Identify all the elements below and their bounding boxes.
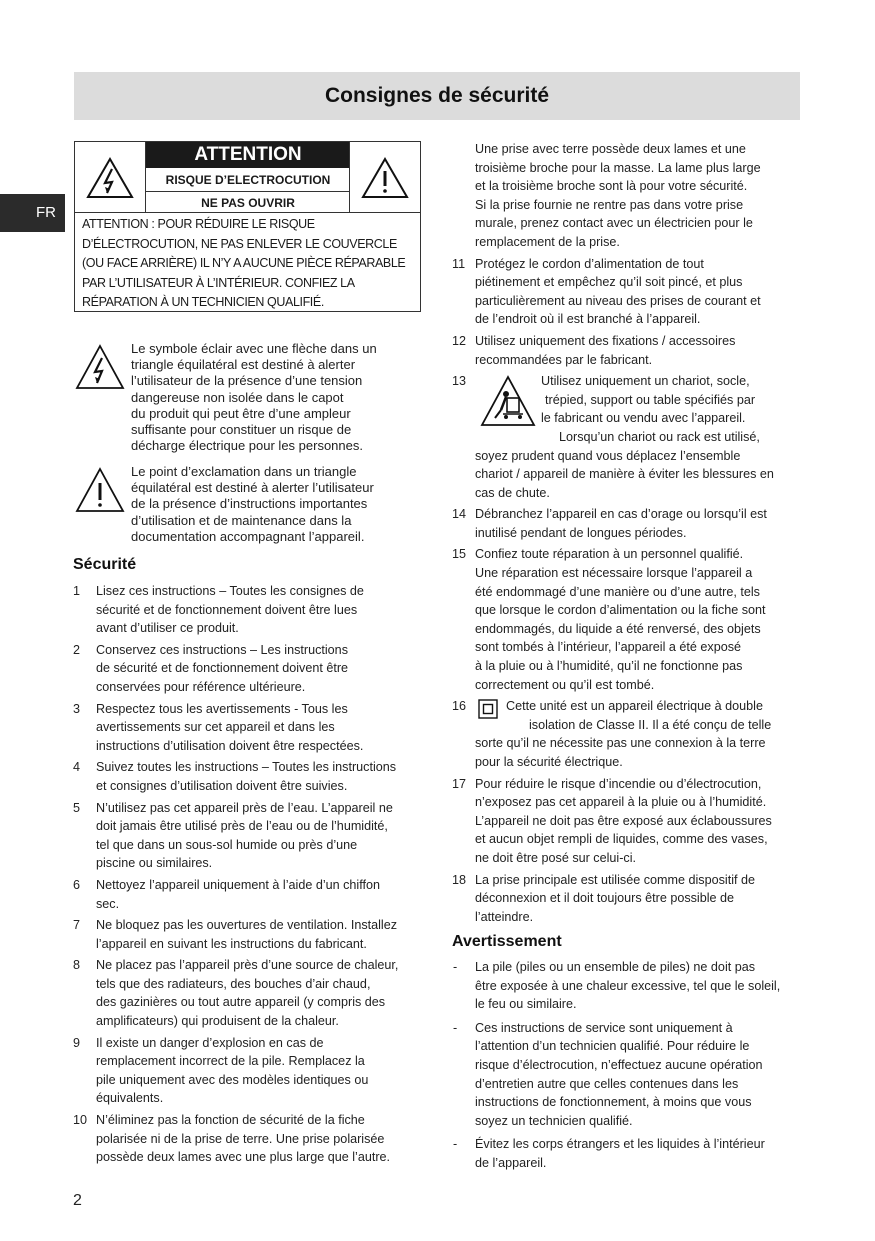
- item-number: 3: [73, 701, 81, 716]
- header-band: [74, 72, 800, 120]
- list-item-continued: [452, 140, 802, 252]
- text-line: La pile (piles ou un ensemble de piles) ne doit pas: [475, 960, 756, 974]
- item-number: 7: [73, 918, 81, 933]
- lightning-symbol-explanation: [74, 341, 421, 459]
- text-line: Lorsqu’un chariot ou rack est utilisé,: [559, 429, 760, 444]
- text-line: de l’appareil.: [475, 1155, 547, 1170]
- lightning-warning-icon: [75, 142, 146, 213]
- text-line: tels que des radiateurs, des bouches d’air chaud,: [96, 976, 371, 991]
- securite-list-left: [73, 582, 423, 1170]
- text-line: Confiez toute réparation à un personnel qualifié.: [475, 547, 744, 562]
- text-line: Utilisez uniquement un chariot, socle,: [541, 374, 750, 389]
- text-line: piétinement et empêchez qu’il soit pincé, et plus: [475, 275, 743, 290]
- item-number: 8: [73, 958, 81, 973]
- item-number: 4: [73, 760, 81, 775]
- list-item: [452, 1135, 802, 1172]
- text-line: l’attention d’un technicien qualifié. Pour réduire le: [475, 1039, 750, 1054]
- list-item: [73, 1034, 423, 1108]
- list-item: [73, 1111, 423, 1167]
- attention-text: [82, 215, 418, 313]
- item-number: 12: [452, 333, 467, 348]
- exclamation-symbol-explanation: [74, 464, 421, 550]
- list-item: [73, 799, 423, 873]
- text-line: piscine ou similaires.: [96, 856, 213, 871]
- text-line: Suivez toutes les instructions – Toutes les instructions: [96, 760, 397, 775]
- text-line: suffisante pour constituer un risque de: [131, 422, 352, 438]
- text-line: inutilisé pendant de longues périodes.: [475, 525, 687, 540]
- text-line: équivalents.: [96, 1091, 164, 1106]
- text-line: polarisée ni de la prise de terre. Une prise polarisée: [96, 1131, 385, 1146]
- text-line: être exposée à une chaleur excessive, tel que le soleil,: [475, 978, 781, 993]
- item-marker: -: [453, 1137, 458, 1152]
- list-item: [452, 332, 802, 369]
- text-line: et consignes d’utilisation doivent être suivies.: [96, 778, 348, 793]
- list-item: [73, 876, 423, 913]
- text-line: Débranchez l’appareil en cas d’orage ou lorsqu’il est: [475, 507, 767, 522]
- securite-heading: Sécurité: [73, 556, 137, 573]
- text-line: Cette unité est un appareil électrique à double: [506, 699, 763, 714]
- text-line: sécurité et de fonctionnement doivent être lues: [96, 602, 358, 617]
- double-insulation-icon: [478, 699, 498, 725]
- list-item: [73, 758, 423, 795]
- text-line: été endommagé d’une manière ou d’une autre, tels: [475, 584, 760, 599]
- text-line: instructions de fonctionnement, à moins que vous: [475, 1095, 752, 1110]
- text-line: Utilisez uniquement des fixations / accessoires: [475, 333, 736, 348]
- attention-line: PAR L’UTILISATEUR À L’INTÉRIEUR. CONFIEZ LA: [82, 275, 355, 290]
- text-line: et aucun objet rempli de liquides, comme des vases,: [475, 832, 768, 847]
- text-line: cas de chute.: [475, 485, 550, 500]
- page-title: Consignes de sécurité: [324, 84, 550, 107]
- avertissement-heading: Avertissement: [452, 933, 562, 950]
- item-number: 15: [452, 547, 467, 562]
- page-number: 2: [73, 1192, 82, 1209]
- text-line: remplacement de la prise.: [475, 234, 620, 249]
- item-number: 5: [73, 800, 81, 815]
- language-tab: FR: [0, 194, 65, 232]
- text-line: Une réparation est nécessaire lorsque l’appareil a: [475, 566, 753, 581]
- text-line: dangereuse non isolée dans le capot: [131, 389, 344, 405]
- text-line: des gazinières ou tout autre appareil (y compris des: [96, 995, 386, 1010]
- text-line: à la pluie ou à l’humidité, qu’il ne fonctionne pas: [475, 659, 743, 674]
- text-line: que lorsque le cordon d’alimentation ou la fiche sont: [475, 603, 766, 618]
- text-line: Si la prise fournie ne rentre pas dans votre prise: [475, 197, 744, 212]
- text-line: N’éliminez pas la fonction de sécurité de la fiche: [96, 1113, 365, 1128]
- text-line: Le symbole éclair avec une flèche dans un: [131, 341, 377, 356]
- item-number: 6: [73, 877, 81, 892]
- text-line: Ces instructions de service sont uniquement à: [475, 1020, 733, 1035]
- text-line: La prise principale est utilisée comme dispositif de: [475, 872, 755, 887]
- text-line: l’atteindre.: [475, 909, 534, 924]
- text-line: et la troisième broche sont là pour votre sécurité.: [475, 179, 748, 194]
- text-line: troisième broche pour la masse. La lame plus large: [475, 160, 761, 175]
- text-line: l’appareil en suivant les instructions du fabricant.: [96, 936, 367, 951]
- item-marker: -: [453, 960, 458, 974]
- list-item: [73, 916, 423, 953]
- attention-label-cell: [146, 142, 350, 213]
- text-line: Il existe un danger d’explosion en cas de: [96, 1035, 324, 1050]
- exclamation-explanation-text: [131, 464, 421, 545]
- text-line: Ne bloquez pas les ouvertures de ventilation. Installez: [96, 918, 398, 933]
- item-marker: -: [453, 1020, 458, 1035]
- attention-header: [75, 142, 420, 213]
- item-number: 11: [452, 256, 466, 271]
- list-item: [73, 641, 423, 697]
- item-number: 2: [73, 642, 81, 657]
- text-line: pile uniquement avec des modèles identiques ou: [96, 1072, 369, 1087]
- text-line: endommagés, du liquide a été renversé, des objets: [475, 621, 761, 636]
- list-item: [452, 958, 802, 1014]
- item-number: 18: [452, 872, 467, 887]
- list-item: [73, 582, 423, 638]
- text-line: correctement ou qu’il est tombé.: [475, 677, 655, 692]
- text-line: Pour réduire le risque d’incendie ou d’électrocution,: [475, 776, 762, 791]
- text-line: d’utilisation et de maintenance dans la: [131, 512, 352, 528]
- text-line: sorte qu’il ne nécessite pas une connexion à la terre: [475, 736, 766, 751]
- exclamation-warning-icon: [349, 142, 420, 213]
- attention-line: D’ÉLECTROCUTION, NE PAS ENLEVER LE COUVERCLE: [82, 236, 397, 251]
- cart-warning-icon: [479, 374, 537, 434]
- text-line: Respectez tous les avertissements - Tous les: [96, 701, 348, 716]
- text-line: ne doit être posé sur celui-ci.: [475, 850, 637, 865]
- item-number: 14: [452, 507, 467, 522]
- text-line: de sécurité et de fonctionnement doivent être: [96, 661, 349, 676]
- list-item: [452, 871, 802, 927]
- text-line: trépied, support ou table spécifiés par: [545, 392, 756, 407]
- list-item: [73, 956, 423, 1030]
- text-line: recommandées par le fabricant.: [475, 352, 653, 367]
- attention-box: [74, 141, 421, 312]
- item-number: 10: [73, 1113, 88, 1128]
- securite-list-right: [452, 140, 802, 929]
- text-line: le feu ou similaire.: [475, 997, 577, 1012]
- item-number: 13: [452, 374, 467, 389]
- text-line: du produit qui peut être d’une ampleur: [131, 405, 351, 421]
- attention-line: (OU FACE ARRIÈRE) IL N’Y A AUCUNE PIÈCE RÉPARABLE: [82, 256, 406, 270]
- list-item: [452, 1019, 802, 1131]
- attention-line: RÉPARATION À UN TECHNICIEN QUALIFIÉ.: [82, 295, 324, 309]
- text-line: Protégez le cordon d’alimentation de tout: [475, 256, 704, 271]
- text-line: de l’endroit où il est branché à l’appareil.: [475, 312, 701, 327]
- exclamation-triangle-icon: [74, 466, 126, 519]
- attention-do-not-open: NE PAS OUVRIR: [201, 196, 295, 210]
- lightning-explanation-text: [131, 341, 421, 454]
- text-line: amplificateurs) qui produisent de la chaleur.: [96, 1014, 339, 1029]
- text-line: chariot / appareil de manière à éviter les blessures en: [475, 467, 774, 482]
- text-line: soyez un technicien qualifié.: [475, 1113, 633, 1128]
- list-item: [452, 697, 802, 771]
- text-line: sont tombés à l’intérieur, l’appareil a été exposé: [475, 640, 742, 655]
- list-item: [452, 255, 802, 329]
- list-item: [452, 505, 802, 542]
- text-line: risque d’électrocution, n’effectuez aucune opération: [475, 1057, 763, 1072]
- list-item: [452, 545, 802, 694]
- attention-risk: RISQUE D’ELECTROCUTION: [146, 168, 350, 192]
- text-line: triangle équilatéral est destiné à alerter: [131, 357, 356, 373]
- text-line: isolation de Classe II. Il a été conçu de telle: [529, 717, 772, 732]
- text-line: déconnexion et il doit toujours être possible de: [475, 891, 735, 906]
- text-line: n’exposez pas cet appareil à la pluie ou à l’humidité.: [475, 795, 767, 810]
- attention-heading: ATTENTION: [146, 142, 350, 168]
- text-line: N’utilisez pas cet appareil près de l’eau. L’appareil ne: [96, 800, 393, 815]
- item-number: 9: [73, 1035, 81, 1050]
- list-item: [452, 372, 802, 502]
- text-line: L’appareil ne doit pas être exposé aux éclaboussures: [475, 813, 772, 828]
- text-line: Évitez les corps étrangers et les liquides à l’intérieur: [475, 1137, 765, 1152]
- text-line: conservées pour référence ultérieure.: [96, 679, 306, 694]
- text-line: Ne placez pas l’appareil près d’une source de chaleur,: [96, 958, 399, 973]
- text-line: possède deux lames avec une plus large que l’autre.: [96, 1150, 391, 1165]
- text-line: d’entretien autre que celles contenues dans les: [475, 1076, 739, 1091]
- text-line: Le point d’exclamation dans un triangle: [131, 464, 357, 479]
- item-number: 1: [73, 584, 81, 598]
- text-line: remplacement incorrect de la pile. Remplacez la: [96, 1054, 365, 1069]
- text-line: avant d’utiliser ce produit.: [96, 621, 239, 636]
- text-line: documentation accompagnant l’appareil.: [131, 528, 365, 544]
- lightning-triangle-icon: [74, 343, 126, 396]
- attention-line: ATTENTION : POUR RÉDUIRE LE RISQUE: [82, 217, 315, 231]
- text-line: Conservez ces instructions – Les instructions: [96, 642, 348, 657]
- text-line: instructions d’utilisation doivent être respectées.: [96, 738, 364, 753]
- text-line: tel que dans un sous-sol humide ou près d’une: [96, 837, 358, 852]
- list-item: [452, 775, 802, 868]
- list-item: [73, 700, 423, 756]
- text-line: équilatéral est destiné à alerter l’utilisateur: [131, 480, 374, 496]
- text-line: sec.: [96, 896, 120, 911]
- text-line: pour la sécurité électrique.: [475, 755, 623, 769]
- text-line: particulièrement au niveau des prises de courant et: [475, 293, 761, 308]
- text-line: décharge électrique pour les personnes.: [131, 438, 363, 454]
- text-line: le fabricant ou vendu avec l’appareil.: [541, 411, 746, 426]
- avertissement-list: [452, 958, 802, 1178]
- text-line: soyez prudent quand vous déplacez l’ensemble: [475, 448, 741, 463]
- item-number: 16: [452, 699, 467, 714]
- text-line: doit jamais être utilisé près de l’eau ou de l’humidité,: [96, 819, 388, 834]
- text-line: l’utilisateur de la présence d’une tension: [131, 373, 363, 389]
- item-number: 17: [452, 776, 467, 791]
- text-line: avertissements sur cet appareil et dans les: [96, 720, 335, 735]
- text-line: murale, prenez contact avec un électricien pour le: [475, 216, 753, 231]
- text-line: Nettoyez l’appareil uniquement à l’aide d’un chiffon: [96, 877, 381, 892]
- text-line: Lisez ces instructions – Toutes les consignes de: [96, 584, 364, 598]
- text-line: de la présence d’instructions importantes: [131, 496, 368, 512]
- text-line: Une prise avec terre possède deux lames et une: [475, 142, 746, 156]
